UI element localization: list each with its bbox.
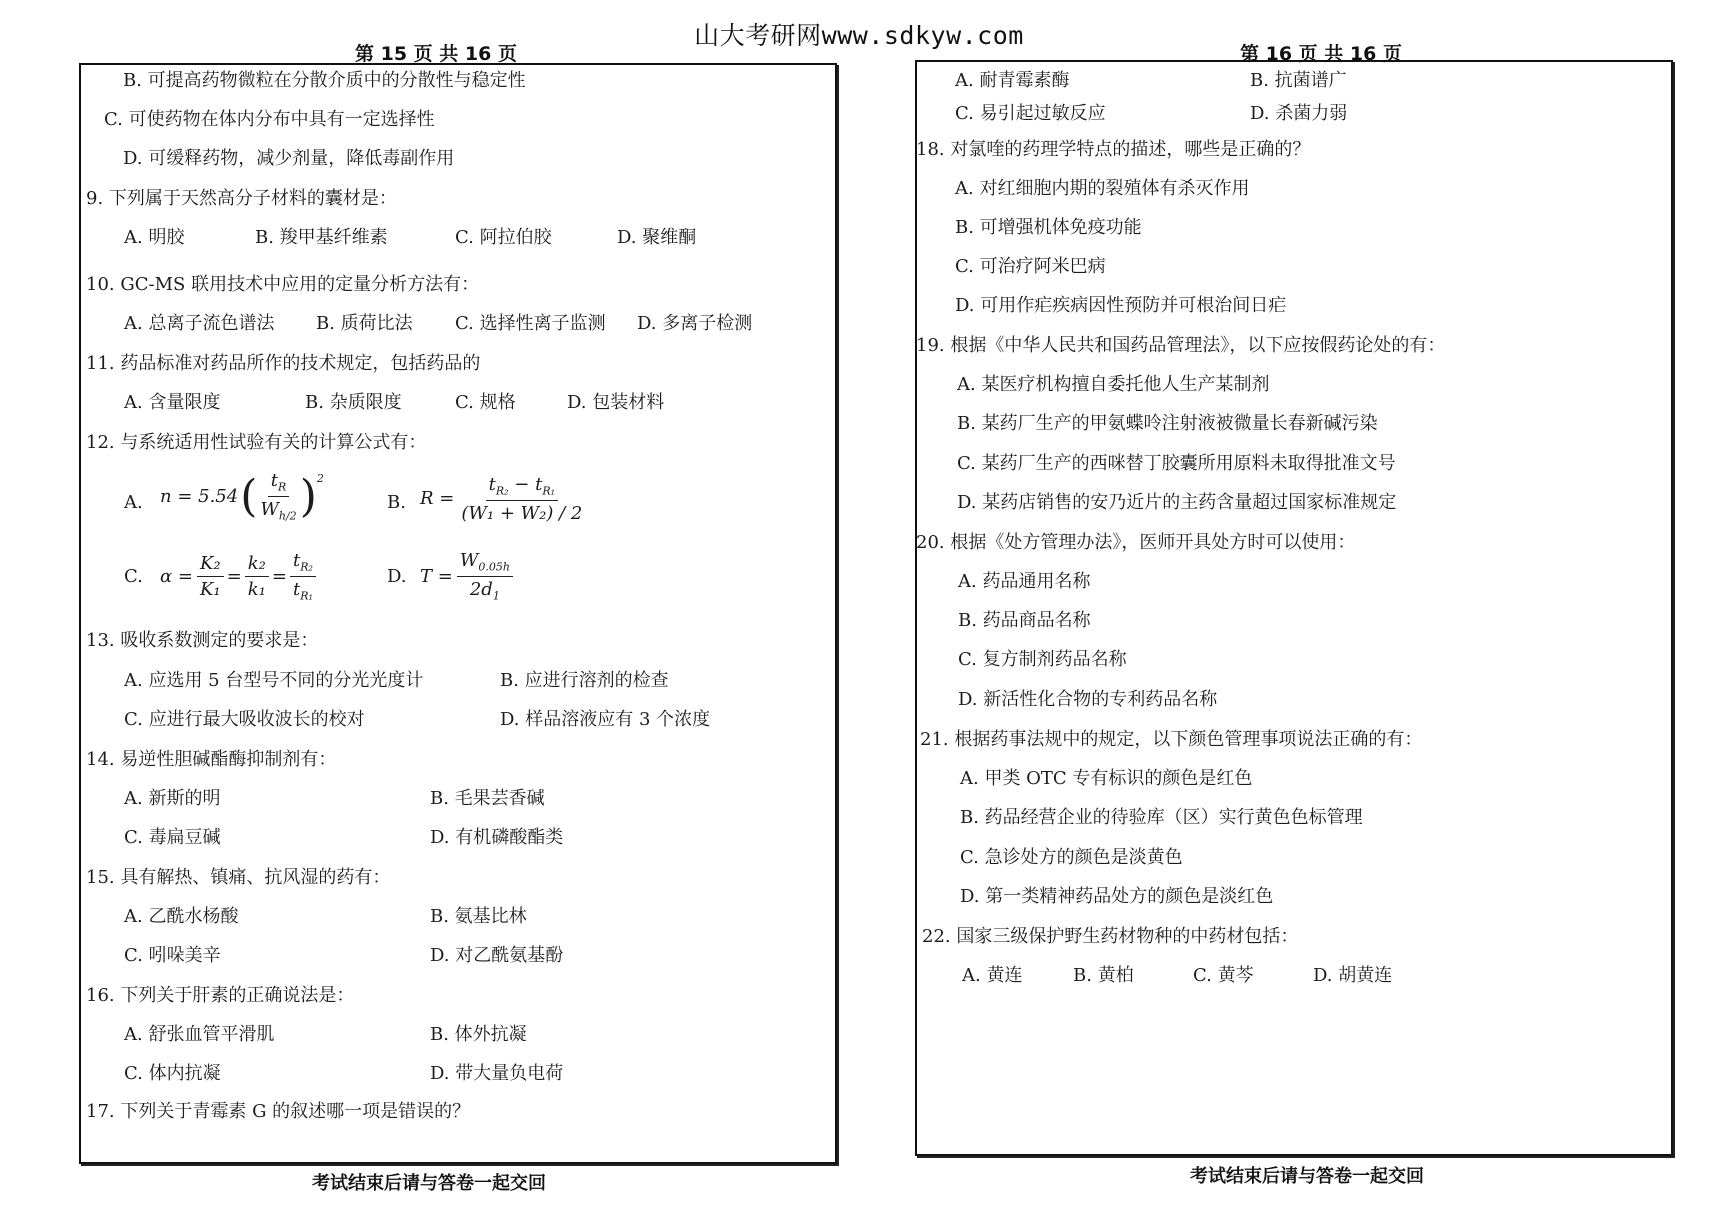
q12-stem: 12. 与系统适用性试验有关的计算公式有： (86, 432, 427, 453)
q11-option-b: B. 杂质限度 (305, 392, 402, 413)
page-number-left: 第 15 页 共 16 页 (355, 43, 517, 65)
q21-option-d: D. 第一类精神药品处方的颜色是淡红色 (960, 886, 1274, 907)
q12-formula-b (420, 474, 585, 524)
q8-option-c: C. 可使药物在体内分布中具有一定选择性 (104, 109, 435, 130)
q22-option-d: D. 胡黄连 (1313, 965, 1393, 986)
q19-option-a: A. 某医疗机构擅自委托他人生产某制剂 (957, 374, 1270, 395)
q13-option-d: D. 样品溶液应有 3 个浓度 (500, 709, 711, 730)
q16-option-a: A. 舒张血管平滑肌 (124, 1024, 275, 1045)
q10-option-d: D. 多离子检测 (637, 313, 753, 334)
q9-option-d: D. 聚维酮 (617, 227, 697, 248)
formula-a-num-sub: R (278, 480, 287, 494)
q8-option-d: D. 可缓释药物，减少剂量，降低毒副作用 (123, 148, 455, 169)
q18-option-d: D. 可用作疟疾病因性预防并可根治间日疟 (955, 295, 1287, 316)
q20-option-a: A. 药品通用名称 (958, 571, 1091, 592)
q14-option-a: A. 新斯的明 (124, 788, 221, 809)
q22-option-c: C. 黄芩 (1193, 965, 1254, 986)
q13-stem: 13. 吸收系数测定的要求是： (86, 630, 319, 651)
q15-option-a: A. 乙酰水杨酸 (124, 906, 239, 927)
q14-option-c: C. 毒扁豆碱 (124, 827, 221, 848)
q12-label-d: D. (387, 566, 407, 587)
q12-label-a: A. (124, 492, 143, 513)
q12-formula-a: n = 5.54 ( $\frac{t_R}{W_{h/2}}$ ) $^2$ (160, 470, 324, 523)
q11-stem: 11. 药品标准对药品所作的技术规定，包括药品的 (86, 353, 481, 374)
formula-c-lhs: α = (160, 565, 193, 587)
formula-c-eq1: = (226, 565, 242, 587)
q10-option-a: A. 总离子流色谱法 (124, 313, 275, 334)
q22-option-a: A. 黄连 (962, 965, 1023, 986)
formula-b-minus: − t (508, 474, 543, 495)
q8-option-b: B. 可提高药物微粒在分散介质中的分散性与稳定性 (123, 70, 526, 91)
formula-b-den: (W₁ + W₂) / 2 (461, 502, 583, 524)
formula-c-t2: t (292, 550, 301, 571)
q18-option-b: B. 可增强机体免疫功能 (955, 217, 1142, 238)
q21-option-c: C. 急诊处方的颜色是淡黄色 (960, 847, 1183, 868)
formula-c-t1-sub: R₁ (300, 589, 313, 603)
footer-note-left: 考试结束后请与答卷一起交回 (312, 1173, 546, 1194)
formula-c-k2: K₂ (197, 553, 224, 577)
q15-option-b: B. 氨基比林 (430, 906, 527, 927)
q20-option-d: D. 新活性化合物的专利药品名称 (958, 689, 1218, 710)
formula-c-t1: t (292, 578, 301, 600)
q15-option-d: D. 对乙酰氨基酚 (430, 945, 564, 966)
q9-stem: 9. 下列属于天然高分子材料的囊材是： (86, 188, 397, 209)
q17-option-d: D. 杀菌力弱 (1250, 103, 1348, 124)
q18-option-c: C. 可治疗阿米巴病 (955, 256, 1106, 277)
formula-a-lhs: n = 5.54 (160, 485, 239, 507)
q14-option-d: D. 有机磷酸酯类 (430, 827, 564, 848)
formula-a-num: t (270, 470, 278, 491)
formula-d-num-sub: 0.05h (478, 560, 510, 574)
q12-label-c: C. (124, 566, 143, 587)
formula-d-den: 2d (469, 578, 493, 600)
q9-option-c: C. 阿拉伯胶 (455, 227, 552, 248)
q18-option-a: A. 对红细胞内期的裂殖体有杀灭作用 (955, 178, 1250, 199)
formula-c-k1: K₁ (199, 578, 221, 600)
q16-stem: 16. 下列关于肝素的正确说法是： (86, 985, 355, 1006)
q20-option-c: C. 复方制剂药品名称 (958, 649, 1127, 670)
q19-option-d: D. 某药店销售的安乃近片的主药含量超过国家标准规定 (957, 492, 1397, 513)
q16-option-c: C. 体内抗凝 (124, 1063, 221, 1084)
q21-stem: 21. 根据药事法规中的规定，以下颜色管理事项说法正确的有： (920, 729, 1423, 750)
formula-d-lhs: T = (420, 565, 453, 587)
q11-option-c: C. 规格 (455, 392, 516, 413)
formula-c-s2: k₂ (245, 553, 269, 577)
q12-label-b: B. (387, 492, 406, 513)
q15-stem: 15. 具有解热、镇痛、抗风湿的药有： (86, 867, 391, 888)
q13-option-a: A. 应选用 5 台型号不同的分光光度计 (124, 670, 424, 691)
q12-formula-d (420, 550, 513, 602)
formula-b-num: t (488, 474, 496, 495)
q14-option-b: B. 毛果芸香碱 (430, 788, 545, 809)
page-number-right: 第 16 页 共 16 页 (1240, 43, 1402, 65)
q16-option-d: D. 带大量负电荷 (430, 1063, 564, 1084)
formula-a-den-sub: h/2 (278, 509, 297, 523)
q13-option-b: B. 应进行溶剂的检查 (500, 670, 669, 691)
q22-option-b: B. 黄柏 (1073, 965, 1134, 986)
q21-option-a: A. 甲类 OTC 专有标识的颜色是红色 (960, 768, 1253, 789)
formula-a-den: W (260, 498, 279, 520)
formula-a-exp: 2 (316, 472, 324, 485)
q15-option-c: C. 吲哚美辛 (124, 945, 221, 966)
q17-stem: 17. 下列关于青霉素 G 的叙述哪一项是错误的？ (86, 1101, 471, 1122)
q13-option-c: C. 应进行最大吸收波长的校对 (124, 709, 365, 730)
q9-option-a: A. 明胶 (124, 227, 185, 248)
q17-option-c: C. 易引起过敏反应 (955, 103, 1106, 124)
q14-stem: 14. 易逆性胆碱酯酶抑制剂有： (86, 749, 337, 770)
q10-option-b: B. 质荷比法 (316, 313, 413, 334)
q11-option-d: D. 包装材料 (567, 392, 665, 413)
formula-d-den-sub: 1 (492, 589, 500, 603)
q12-formula-c (160, 550, 316, 602)
q10-stem: 10. GC-MS 联用技术中应用的定量分析方法有： (86, 274, 480, 295)
q21-option-b: B. 药品经营企业的待验库（区）实行黄色色标管理 (960, 807, 1363, 828)
q22-stem: 22. 国家三级保护野生药材物种的中药材包括： (922, 926, 1299, 947)
q9-option-b: B. 羧甲基纤维素 (255, 227, 388, 248)
q17-option-b: B. 抗菌谱广 (1250, 70, 1347, 91)
formula-d-num: W (459, 550, 479, 571)
q19-option-b: B. 某药厂生产的甲氨蝶呤注射液被微量长春新碱污染 (957, 413, 1378, 434)
q20-option-b: B. 药品商品名称 (958, 610, 1091, 631)
formula-c-eq2: = (271, 565, 287, 587)
formula-c-s1: k₁ (247, 578, 266, 600)
formula-b-num-sub1: R₂ (495, 484, 509, 498)
q19-option-c: C. 某药厂生产的西咪替丁胶囊所用原料未取得批准文号 (957, 453, 1396, 474)
q16-option-b: B. 体外抗凝 (430, 1024, 527, 1045)
formula-b-num-sub2: R₁ (542, 484, 556, 498)
q18-stem: 18. 对氯喹的药理学特点的描述，哪些是正确的？ (916, 139, 1311, 160)
q20-stem: 20. 根据《处方管理办法》，医师开具处方时可以使用： (916, 532, 1356, 553)
q17-option-a: A. 耐青霉素酶 (955, 70, 1070, 91)
q19-stem: 19. 根据《中华人民共和国药品管理法》，以下应按假药论处的有： (916, 335, 1446, 356)
q11-option-a: A. 含量限度 (124, 392, 221, 413)
q10-option-c: C. 选择性离子监测 (455, 313, 606, 334)
formula-c-t2-sub: R₂ (300, 560, 313, 574)
formula-b-lhs: R = (420, 488, 455, 510)
footer-note-right: 考试结束后请与答卷一起交回 (1190, 1166, 1424, 1187)
site-watermark: 山大考研网www.sdkyw.com (694, 21, 1024, 50)
